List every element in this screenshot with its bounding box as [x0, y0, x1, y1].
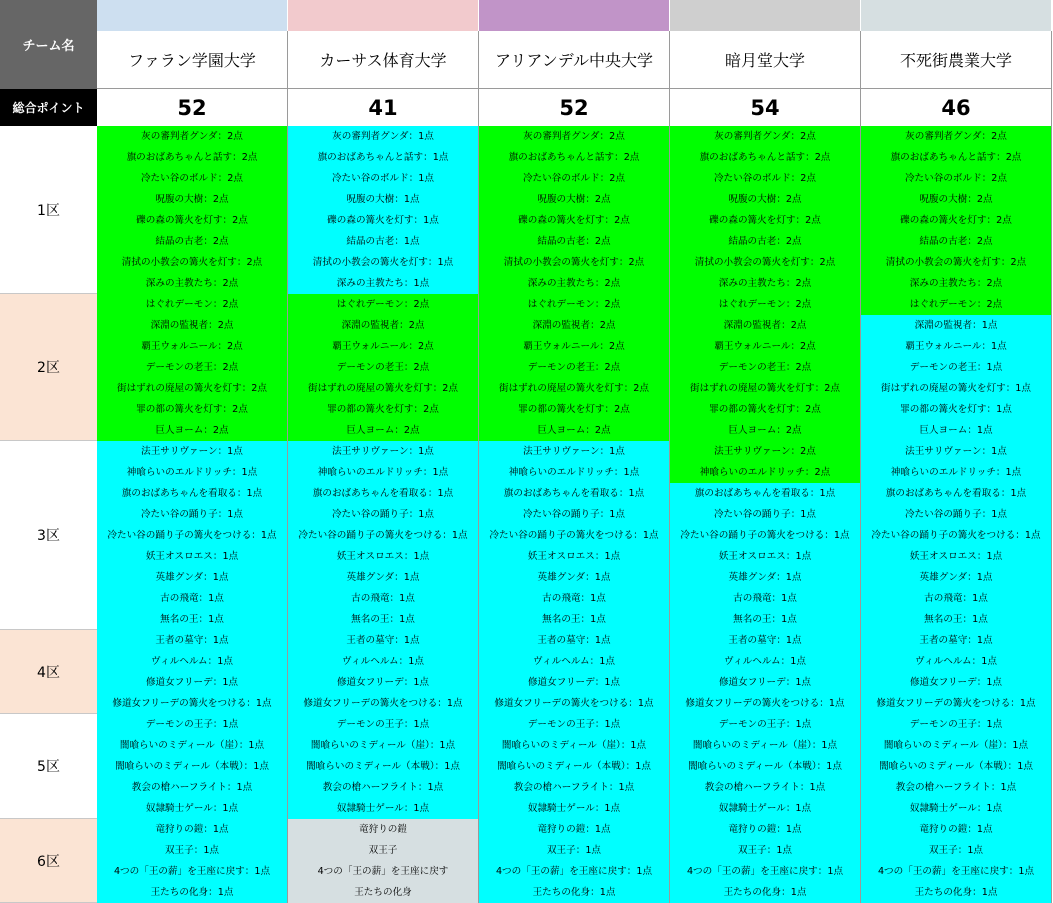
score-entry: 清拭の小教会の篝火を灯す：1点: [288, 252, 479, 273]
score-entry: 王者の墓守：1点: [670, 630, 861, 651]
score-entry: 罪の都の篝火を灯す：2点: [288, 399, 479, 420]
score-entry: 旗のおばあちゃんと話す：2点: [861, 147, 1052, 168]
score-entry: 修道女フリーデ：1点: [97, 672, 288, 693]
score-entry: ヴィルヘルム：1点: [670, 651, 861, 672]
score-entry: 巨人ヨーム：2点: [479, 420, 670, 441]
score-entry: 深みの主教たち：2点: [670, 273, 861, 294]
team-color-swatch: [479, 0, 670, 31]
score-entry: 法王サリヴァーン：1点: [288, 441, 479, 462]
score-entry: 冷たい谷の踊り子：1点: [97, 504, 288, 525]
score-entry: 深淵の監視者：1点: [861, 315, 1052, 336]
score-entry: 灰の審判者グンダ：2点: [861, 126, 1052, 147]
score-entry: 灰の審判者グンダ：2点: [479, 126, 670, 147]
score-entry: 修道女フリーデの篝火をつける：1点: [288, 693, 479, 714]
score-entry: 神喰らいのエルドリッチ：2点: [670, 462, 861, 483]
score-entry: 結晶の古老：2点: [479, 231, 670, 252]
score-entry: 礫の森の篝火を灯す：2点: [97, 210, 288, 231]
score-entry: 王たちの化身：1点: [97, 882, 288, 903]
score-entry: 冷たい谷の踊り子：1点: [288, 504, 479, 525]
score-entry: 教会の槍ハーフライト：1点: [861, 777, 1052, 798]
score-entry: 冷たい谷の踊り子：1点: [861, 504, 1052, 525]
score-entry: 4つの「王の薪」を王座に戻す: [288, 861, 479, 882]
score-entry: 旗のおばあちゃんと話す：1点: [288, 147, 479, 168]
score-entry: 奴隷騎士ゲール：1点: [670, 798, 861, 819]
score-entry: 呪腹の大樹：2点: [479, 189, 670, 210]
score-entry: 無名の王：1点: [97, 609, 288, 630]
score-entry: 英雄グンダ：1点: [670, 567, 861, 588]
score-entry: 王者の墓守：1点: [97, 630, 288, 651]
score-entry: 王たちの化身：1点: [670, 882, 861, 903]
score-entry: 深みの主教たち：1点: [288, 273, 479, 294]
score-entry: 法王サリヴァーン：1点: [861, 441, 1052, 462]
score-entry: 旗のおばあちゃんを看取る：1点: [861, 483, 1052, 504]
score-entry: 妖王オスロエス：1点: [97, 546, 288, 567]
score-entry: ヴィルヘルム：1点: [479, 651, 670, 672]
score-entry: 法王サリヴァーン：1点: [479, 441, 670, 462]
score-entry: 冷たい谷の踊り子の篝火をつける：1点: [97, 525, 288, 546]
score-entry: デーモンの老王：2点: [97, 357, 288, 378]
score-entry: 深みの主教たち：2点: [861, 273, 1052, 294]
score-entry: 古の飛竜：1点: [97, 588, 288, 609]
score-entry: 礫の森の篝火を灯す：2点: [861, 210, 1052, 231]
score-entry: 双王子: [288, 840, 479, 861]
score-entry: 竜狩りの鎧：1点: [861, 819, 1052, 840]
score-entry: 呪腹の大樹：1点: [288, 189, 479, 210]
district-label: 6区: [0, 819, 97, 903]
score-entry: 覇王ウォルニール：1点: [861, 336, 1052, 357]
score-entry: 4つの「王の薪」を王座に戻す：1点: [861, 861, 1052, 882]
score-entry: 英雄グンダ：1点: [479, 567, 670, 588]
score-entry: 古の飛竜：1点: [670, 588, 861, 609]
score-entry: 王たちの化身：1点: [479, 882, 670, 903]
score-entry: 冷たい谷のボルド：1点: [288, 168, 479, 189]
score-entry: 妖王オスロエス：1点: [670, 546, 861, 567]
score-entry: ヴィルヘルム：1点: [861, 651, 1052, 672]
score-entry: 無名の王：1点: [288, 609, 479, 630]
score-entry: 結晶の古老：2点: [670, 231, 861, 252]
score-entry: 清拭の小教会の篝火を灯す：2点: [479, 252, 670, 273]
score-entry: 冷たい谷の踊り子：1点: [479, 504, 670, 525]
score-entry: 法王サリヴァーン：2点: [670, 441, 861, 462]
score-entry: 法王サリヴァーン：1点: [97, 441, 288, 462]
score-entry: 街はずれの廃屋の篝火を灯す：2点: [479, 378, 670, 399]
score-entry: 旗のおばあちゃんを看取る：1点: [670, 483, 861, 504]
score-entry: 冷たい谷の踊り子：1点: [670, 504, 861, 525]
score-entry: 闇喰らいのミディール（本戦）：1点: [479, 756, 670, 777]
score-entry: 古の飛竜：1点: [861, 588, 1052, 609]
score-entry: 冷たい谷の踊り子の篝火をつける：1点: [670, 525, 861, 546]
score-entry: 双王子：1点: [670, 840, 861, 861]
score-entry: 神喰らいのエルドリッチ：1点: [479, 462, 670, 483]
score-entry: デーモンの老王：2点: [479, 357, 670, 378]
score-entry: デーモンの王子：1点: [861, 714, 1052, 735]
score-entry: 竜狩りの鎧: [288, 819, 479, 840]
team-entry-column: [97, 126, 288, 903]
score-entry: 修道女フリーデの篝火をつける：1点: [861, 693, 1052, 714]
score-entry: 闇喰らいのミディール（崖）：1点: [670, 735, 861, 756]
score-entry: 覇王ウォルニール：2点: [288, 336, 479, 357]
score-entry: 神喰らいのエルドリッチ：1点: [861, 462, 1052, 483]
score-entry: 竜狩りの鎧：1点: [670, 819, 861, 840]
team-total-points: 41: [288, 89, 479, 126]
score-entry: 英雄グンダ：1点: [288, 567, 479, 588]
team-entry-column: [288, 126, 479, 903]
district-label: 1区: [0, 126, 97, 294]
score-entry: 教会の槍ハーフライト：1点: [479, 777, 670, 798]
score-entry: はぐれデーモン：2点: [861, 294, 1052, 315]
team-name: カーサス体育大学: [288, 31, 479, 89]
score-entry: 街はずれの廃屋の篝火を灯す：2点: [670, 378, 861, 399]
score-entry: 王者の墓守：1点: [861, 630, 1052, 651]
team-total-points: 52: [479, 89, 670, 126]
score-entry: 礫の森の篝火を灯す：2点: [479, 210, 670, 231]
score-entry: 闇喰らいのミディール（崖）：1点: [288, 735, 479, 756]
score-entry: 双王子：1点: [479, 840, 670, 861]
team-entry-column: [670, 126, 861, 903]
score-entry: 旗のおばあちゃんと話す：2点: [670, 147, 861, 168]
score-entry: 礫の森の篝火を灯す：1点: [288, 210, 479, 231]
score-entry: デーモンの王子：1点: [479, 714, 670, 735]
score-entry: 結晶の古老：2点: [861, 231, 1052, 252]
score-entry: ヴィルヘルム：1点: [97, 651, 288, 672]
score-entry: デーモンの王子：1点: [97, 714, 288, 735]
score-entry: はぐれデーモン：2点: [97, 294, 288, 315]
score-entry: 英雄グンダ：1点: [97, 567, 288, 588]
score-entry: 冷たい谷のボルド：2点: [670, 168, 861, 189]
score-entry: 冷たい谷のボルド：2点: [861, 168, 1052, 189]
score-entry: はぐれデーモン：2点: [479, 294, 670, 315]
team-name: 暗月堂大学: [670, 31, 861, 89]
score-entry: 街はずれの廃屋の篝火を灯す：2点: [97, 378, 288, 399]
score-entry: 灰の審判者グンダ：1点: [288, 126, 479, 147]
score-entry: 英雄グンダ：1点: [861, 567, 1052, 588]
score-entry: 妖王オスロエス：1点: [861, 546, 1052, 567]
score-entry: 闇喰らいのミディール（崖）：1点: [97, 735, 288, 756]
score-entry: 冷たい谷のボルド：2点: [97, 168, 288, 189]
score-entry: 王たちの化身: [288, 882, 479, 903]
score-entry: 冷たい谷の踊り子の篝火をつける：1点: [479, 525, 670, 546]
score-entry: 竜狩りの鎧：1点: [479, 819, 670, 840]
district-label: 5区: [0, 714, 97, 819]
score-entry: 奴隷騎士ゲール：1点: [861, 798, 1052, 819]
team-total-points: 46: [861, 89, 1052, 126]
score-entry: 妖王オスロエス：1点: [479, 546, 670, 567]
score-entry: 清拭の小教会の篝火を灯す：2点: [97, 252, 288, 273]
score-entry: 呪腹の大樹：2点: [861, 189, 1052, 210]
score-entry: 王者の墓守：1点: [479, 630, 670, 651]
score-entry: デーモンの老王：2点: [670, 357, 861, 378]
score-entry: 旗のおばあちゃんを看取る：1点: [479, 483, 670, 504]
score-entry: デーモンの老王：1点: [861, 357, 1052, 378]
score-entry: 修道女フリーデ：1点: [861, 672, 1052, 693]
score-entry: 巨人ヨーム：2点: [97, 420, 288, 441]
score-entry: 冷たい谷のボルド：2点: [479, 168, 670, 189]
score-entry: 呪腹の大樹：2点: [670, 189, 861, 210]
score-entry: 罪の都の篝火を灯す：1点: [861, 399, 1052, 420]
score-entry: デーモンの王子：1点: [288, 714, 479, 735]
score-entry: 神喰らいのエルドリッチ：1点: [97, 462, 288, 483]
score-entry: デーモンの老王：2点: [288, 357, 479, 378]
district-label: 3区: [0, 441, 97, 630]
score-entry: 巨人ヨーム：2点: [288, 420, 479, 441]
score-entry: 覇王ウォルニール：2点: [97, 336, 288, 357]
score-entry: 修道女フリーデの篝火をつける：1点: [479, 693, 670, 714]
score-entry: 旗のおばあちゃんを看取る：1点: [288, 483, 479, 504]
team-name: 不死街農業大学: [861, 31, 1052, 89]
team-color-swatch: [670, 0, 861, 31]
score-entry: 深みの主教たち：2点: [479, 273, 670, 294]
score-entry: 奴隷騎士ゲール：1点: [479, 798, 670, 819]
score-entry: 巨人ヨーム：1点: [861, 420, 1052, 441]
score-entry: 古の飛竜：1点: [288, 588, 479, 609]
score-entry: はぐれデーモン：2点: [288, 294, 479, 315]
score-entry: 王たちの化身：1点: [861, 882, 1052, 903]
score-entry: 無名の王：1点: [479, 609, 670, 630]
score-entry: 奴隷騎士ゲール：1点: [97, 798, 288, 819]
district-label: 4区: [0, 630, 97, 714]
score-entry: 巨人ヨーム：2点: [670, 420, 861, 441]
score-entry: 妖王オスロエス：1点: [288, 546, 479, 567]
score-entry: 修道女フリーデ：1点: [479, 672, 670, 693]
score-entry: 修道女フリーデの篝火をつける：1点: [97, 693, 288, 714]
score-entry: 教会の槍ハーフライト：1点: [97, 777, 288, 798]
team-name: ファラン学園大学: [97, 31, 288, 89]
score-entry: デーモンの王子：1点: [670, 714, 861, 735]
score-entry: 闇喰らいのミディール（本戦）：1点: [861, 756, 1052, 777]
score-entry: 竜狩りの鎧：1点: [97, 819, 288, 840]
score-entry: 結晶の古老：1点: [288, 231, 479, 252]
team-entry-column: [861, 126, 1052, 903]
score-entry: 古の飛竜：1点: [479, 588, 670, 609]
score-entry: 灰の審判者グンダ：2点: [670, 126, 861, 147]
score-entry: 冷たい谷の踊り子の篝火をつける：1点: [861, 525, 1052, 546]
score-entry: 罪の都の篝火を灯す：2点: [97, 399, 288, 420]
score-entry: 闇喰らいのミディール（崖）：1点: [479, 735, 670, 756]
score-entry: 修道女フリーデ：1点: [288, 672, 479, 693]
team-total-points: 52: [97, 89, 288, 126]
score-entry: 深淵の監視者：2点: [288, 315, 479, 336]
score-entry: 修道女フリーデ：1点: [670, 672, 861, 693]
score-entry: 覇王ウォルニール：2点: [670, 336, 861, 357]
score-entry: 旗のおばあちゃんと話す：2点: [479, 147, 670, 168]
team-name-label: チーム名: [0, 0, 97, 89]
team-entry-column: [479, 126, 670, 903]
score-entry: 闇喰らいのミディール（崖）：1点: [861, 735, 1052, 756]
score-entry: 無名の王：1点: [861, 609, 1052, 630]
score-entry: 罪の都の篝火を灯す：2点: [670, 399, 861, 420]
score-entry: 4つの「王の薪」を王座に戻す：1点: [670, 861, 861, 882]
score-entry: ヴィルヘルム：1点: [288, 651, 479, 672]
score-entry: 4つの「王の薪」を王座に戻す：1点: [479, 861, 670, 882]
total-points-label: 総合ポイント: [0, 89, 97, 126]
team-total-points: 54: [670, 89, 861, 126]
team-color-swatch: [97, 0, 288, 31]
score-entry: 清拭の小教会の篝火を灯す：2点: [861, 252, 1052, 273]
score-entry: 街はずれの廃屋の篝火を灯す：2点: [288, 378, 479, 399]
score-entry: 双王子：1点: [861, 840, 1052, 861]
score-entry: 深みの主教たち：2点: [97, 273, 288, 294]
score-entry: 双王子：1点: [97, 840, 288, 861]
team-name: アリアンデル中央大学: [479, 31, 670, 89]
score-entry: 闇喰らいのミディール（本戦）：1点: [670, 756, 861, 777]
score-entry: 無名の王：1点: [670, 609, 861, 630]
score-entry: はぐれデーモン：2点: [670, 294, 861, 315]
team-color-swatch: [861, 0, 1052, 31]
score-entry: 呪腹の大樹：2点: [97, 189, 288, 210]
score-entry: 修道女フリーデの篝火をつける：1点: [670, 693, 861, 714]
score-entry: 神喰らいのエルドリッチ：1点: [288, 462, 479, 483]
score-entry: 灰の審判者グンダ：2点: [97, 126, 288, 147]
score-entry: 清拭の小教会の篝火を灯す：2点: [670, 252, 861, 273]
score-entry: 覇王ウォルニール：2点: [479, 336, 670, 357]
score-entry: 教会の槍ハーフライト：1点: [288, 777, 479, 798]
score-entry: 旗のおばあちゃんを看取る：1点: [97, 483, 288, 504]
score-entry: 深淵の監視者：2点: [97, 315, 288, 336]
team-color-swatch: [288, 0, 479, 31]
score-entry: 街はずれの廃屋の篝火を灯す：1点: [861, 378, 1052, 399]
score-entry: 罪の都の篝火を灯す：2点: [479, 399, 670, 420]
score-entry: 闇喰らいのミディール（本戦）：1点: [288, 756, 479, 777]
district-label: 2区: [0, 294, 97, 441]
score-entry: 4つの「王の薪」を王座に戻す：1点: [97, 861, 288, 882]
score-entry: 闇喰らいのミディール（本戦）：1点: [97, 756, 288, 777]
score-entry: 旗のおばあちゃんと話す：2点: [97, 147, 288, 168]
score-entry: 結晶の古老：2点: [97, 231, 288, 252]
score-entry: 礫の森の篝火を灯す：2点: [670, 210, 861, 231]
score-entry: 深淵の監視者：2点: [479, 315, 670, 336]
score-entry: 深淵の監視者：2点: [670, 315, 861, 336]
score-entry: 冷たい谷の踊り子の篝火をつける：1点: [288, 525, 479, 546]
score-entry: 奴隷騎士ゲール：1点: [288, 798, 479, 819]
score-entry: 教会の槍ハーフライト：1点: [670, 777, 861, 798]
score-entry: 王者の墓守：1点: [288, 630, 479, 651]
